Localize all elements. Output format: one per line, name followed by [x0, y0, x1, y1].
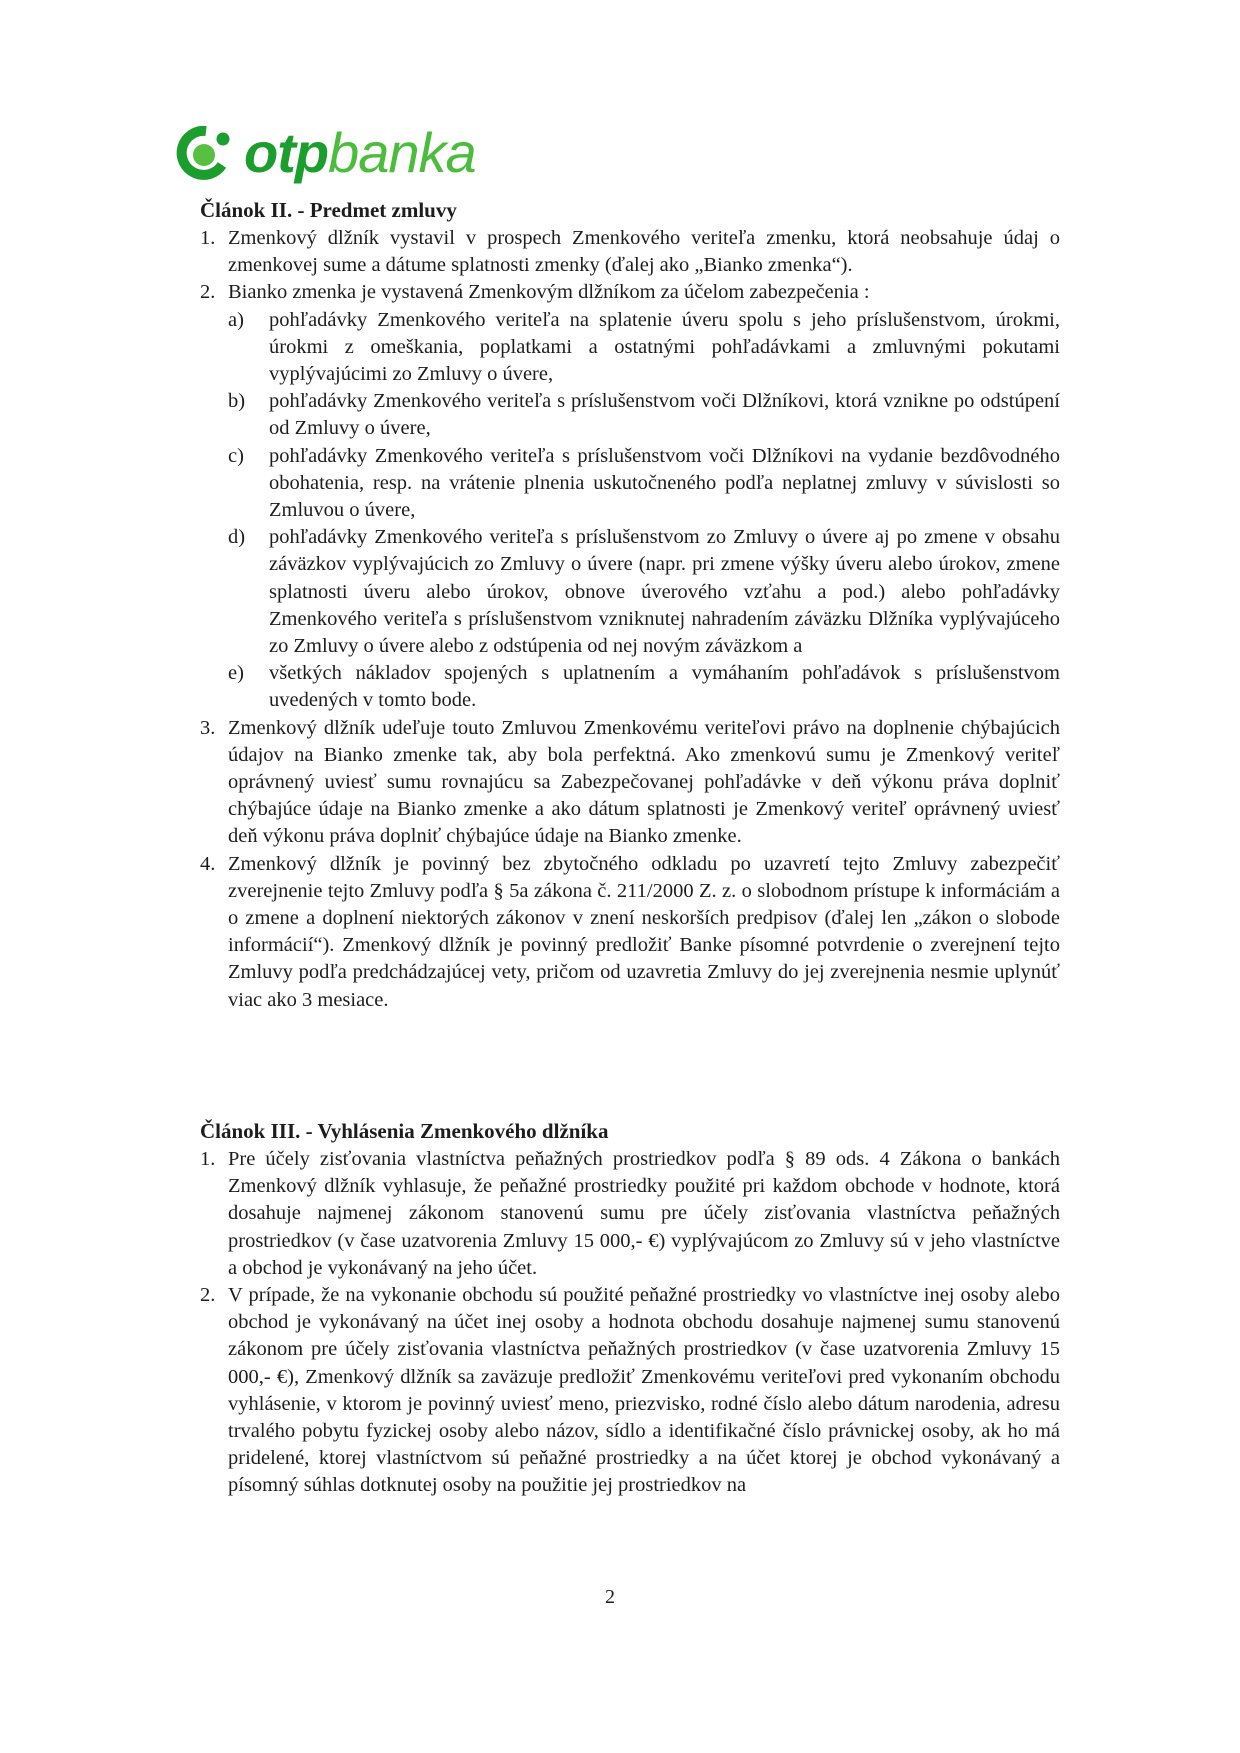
- article-2-heading: Článok II. - Predmet zmluvy: [200, 198, 457, 222]
- logo-banka-text: banka: [328, 121, 476, 184]
- otp-banka-logo: [176, 118, 476, 188]
- article-3-heading: Článok III. - Vyhlásenia Zmenkového dlžníka: [200, 1119, 609, 1143]
- article-2-item-4: [200, 851, 1060, 1014]
- item-text: V prípade, že na vykonanie obchodu sú použité peňažné prostriedky vo vlastníctve inej osoby alebo obchod je vykonávaný na účet inej osoby a hodnota obchodu dosahuje najmenej sumu stanovenú zákonom pre účely zisťovania vlastníctva peňažných prostriedkov (v čase uzatvorenia Zmluvy 15 000,- €), Zmenkový dlžník sa zaväzuje predložiť Zmenkovému veriteľovi pred vykonaním obchodu vyhlásenie, v ktorom je povinný uviesť meno, priezvisko, rodné číslo alebo dátum narodenia, adresu trvalého pobytu fyzickej osoby alebo názov, sídlo a identifikačné číslo právnickej osoby, ak ho má pridelené, ktorej vlastníctvom sú peňažné prostriedky a na účet ktorej je obchod vykonávaný a písomný súhlas dotknutej osoby na použitie jej prostriedkov na: [228, 1284, 1060, 1497]
- item-text: Zmenkový dlžník vystavil v prospech Zmenkového veriteľa zmenku, ktorá neobsahuje údaj o zmenkovej sume a dátume splatnosti zmenky (ďalej ako „Bianko zmenka“).: [228, 227, 1060, 277]
- article-2-item-2-subitems: [228, 307, 1060, 715]
- item-number: 1.: [200, 227, 216, 249]
- subitem-letter: a): [228, 308, 244, 331]
- item-number: 1.: [200, 1148, 216, 1170]
- article-2-item-2: [200, 279, 1060, 714]
- subitem-c: [228, 443, 1060, 525]
- item-number: 2.: [200, 1284, 216, 1307]
- article-2-item-3: [200, 715, 1060, 851]
- item-number: 3.: [200, 716, 216, 739]
- subitem-b: [228, 388, 1060, 442]
- item-text: Zmenkový dlžník je povinný bez zbytočného odkladu po uzavretí tejto Zmluvy zabezpečiť zverejnenie tejto Zmluvy podľa § 5a zákona č. 211/2000 Z. z. o slobodnom prístupe k informáciám a o zmene a doplnení niektorých zákonov v znení neskorších predpisov (ďalej len „zákon o slobode informácií“). Zmenkový dlžník je povinný predložiť Banke písomné potvrdenie o zverejnení tejto Zmluvy podľa predchádzajúcej vety, pričom od uzavretia Zmluvy do jej zverejnenia nesmie uplynúť viac ako 3 mesiace.: [228, 852, 1060, 1011]
- logo-otp-text: otp: [244, 121, 329, 184]
- subitem-text: pohľadávky Zmenkového veriteľa s príslušenstvom voči Dlžníkovi, ktorá vznikne po odstúpení od Zmluvy o úvere,: [269, 390, 1060, 440]
- article-3-body: [200, 1146, 1060, 1500]
- otp-logo-icon: [176, 124, 234, 182]
- subitem-letter: d): [228, 526, 246, 549]
- subitem-d: [228, 524, 1060, 660]
- subitem-e: [228, 660, 1060, 714]
- subitem-text: pohľadávky Zmenkového veriteľa s príslušenstvom voči Dlžníkovi na vydanie bezdôvodného obohatenia, resp. na vrátenie plnenia uskutočneného podľa neplatnej zmluvy v súvislosti so Zmluvou o úvere,: [269, 444, 1060, 522]
- subitem-letter: c): [228, 444, 244, 467]
- item-text: Zmenkový dlžník udeľuje touto Zmluvou Zmenkovému veriteľovi právo na doplnenie chýbajúcich údajov na Bianko zmenke tak, aby bola perfektná. Ako zmenkovú sumu je Zmenkový veriteľ oprávnený uviesť sumu rovnajúcu sa Zabezpečovanej pohľadávke v deň výkonu práva doplniť chýbajúce údaje na Bianko zmenke a ako dátum splatnosti je Zmenkový veriteľ oprávnený uviesť deň výkonu práva doplniť chýbajúce údaje na Bianko zmenke.: [228, 716, 1060, 848]
- subitem-text: pohľadávky Zmenkového veriteľa s príslušenstvom zo Zmluvy o úvere aj po zmene v obsahu záväzkov vyplývajúcich zo Zmluvy o úvere (napr. pri zmene výšky úveru alebo úrokov, zmene splatnosti úveru alebo úrokov, obnove úverového vzťahu a pod.) alebo pohľadávky Zmenkového veriteľa s príslušenstvom vzniknutej nahradením záväzku Dlžníka vyplývajúceho zo Zmluvy o úvere alebo z odstúpenia od nej novým záväzkom a: [269, 526, 1060, 658]
- item-number: 4.: [200, 852, 216, 875]
- subitem-text: všetkých nákladov spojených s uplatnením a vymáhaním pohľadávok s príslušenstvom uvedených v tomto bode.: [269, 662, 1060, 712]
- item-text: Bianko zmenka je vystavená Zmenkovým dlžníkom za účelom zabezpečenia :: [228, 281, 870, 304]
- page-number: 2: [605, 1586, 615, 1608]
- subitem-letter: b): [228, 390, 246, 413]
- item-text: Pre účely zisťovania vlastníctva peňažných prostriedkov podľa § 89 ods. 4 Zákona o bankách Zmenkový dlžník vyhlasuje, že peňažné prostriedky použité pri každom obchode v hodnote, ktorá dosahuje najmenej zákonom stanovenú sumu pre účely zisťovania vlastníctva peňažných prostriedkov (v čase uzatvorenia Zmluvy 15 000,- €) vyplývajúcom zo Zmluvy sú v jeho vlastníctve a obchod je vykonávaný na jeho účet.: [228, 1148, 1060, 1279]
- subitem-text: pohľadávky Zmenkového veriteľa na splatenie úveru spolu s jeho príslušenstvom, úrokmi, úrokmi z omeškania, poplatkami a ostatnými pohľadávkami a zmluvnými pokutami vyplývajúcimi zo Zmluvy o úvere,: [269, 308, 1060, 386]
- item-number: 2.: [200, 281, 216, 304]
- article-2-item-1: [200, 225, 1060, 279]
- article-3-item-2: [200, 1282, 1060, 1500]
- subitem-letter: e): [228, 662, 244, 685]
- article-2-body: [200, 225, 1060, 1014]
- article-3-item-1: [200, 1146, 1060, 1282]
- subitem-a: [228, 307, 1060, 389]
- logo-wordmark: [244, 121, 476, 184]
